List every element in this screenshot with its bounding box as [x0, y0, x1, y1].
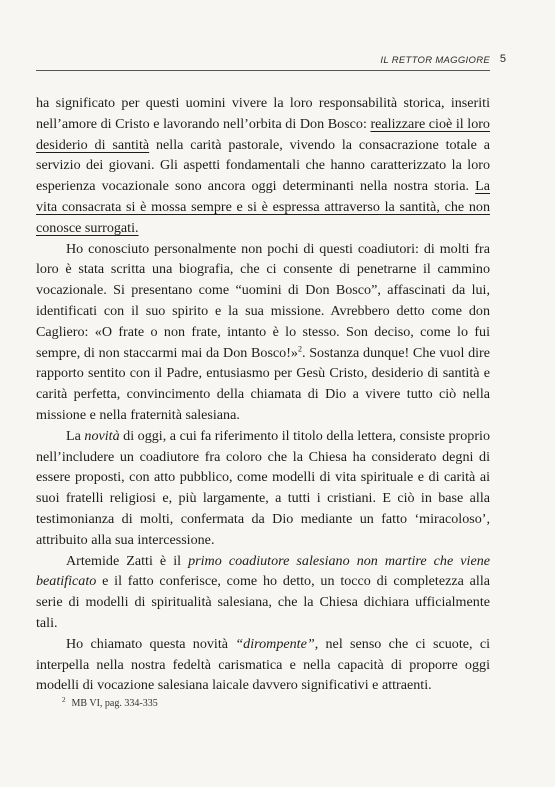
p3-text-b: di oggi, a cui fa riferimento il titolo della lettera, consiste proprio nell’includere un coadiutore fra coloro che la Chiesa ha considerato degni di essere proposti, con atto pubblico, come modelli di vita spirituale e di carità ai suoi fratelli religiosi e, più largamente, a tutti i cristiani. E ciò in base alla testimonianza di molti, confermata da Dio mediante un fatto ‘miracoloso’, attribuito alla sua intercessione.: [36, 427, 490, 548]
p5-text-b: , nel senso che ci scuote, ci interpella nella nostra fedeltà carismatica e nella capacità di proporre oggi modelli di vocazione salesiana laicale davvero significativi e attraenti.: [36, 635, 490, 694]
p5-text-a: Ho chiamato questa novità: [66, 635, 236, 652]
footnote: [62, 695, 158, 709]
paragraph-5: [36, 634, 490, 696]
paragraph-4: [36, 551, 490, 634]
running-header: [36, 53, 506, 71]
footnote-reference: 2: [297, 343, 302, 353]
p4-text-a: Artemide Zatti è il: [66, 552, 189, 569]
p4-text-b: e il fatto conferisce, come ho detto, un tocco di completezza alla serie di modelli di spiritualità salesiana, che la Chiesa dichiara ufficialmente tali.: [36, 573, 490, 631]
paragraph-3: [36, 426, 490, 551]
running-head-title: IL RETTOR MAGGIORE: [380, 55, 490, 66]
p1-underlined-2: La vita consacrata si è mossa sempre e si è espressa attraverso la santità, che non conosce surrogati.: [36, 178, 490, 236]
paragraph-1: [36, 93, 490, 239]
footnote-text: MB VI, pag. 334-335: [71, 698, 158, 709]
paragraph-2: [36, 239, 490, 426]
page-number: 5: [499, 53, 506, 65]
p5-italic: “dirompente”: [235, 635, 315, 652]
footnote-number: 2: [62, 695, 66, 704]
p1-underlined-1: realizzare cioè il loro desiderio di santità: [36, 115, 490, 153]
p1-text-b: nella carità pastorale, vivendo la consacrazione totale a servizio dei giovani. Gli aspetti fondamentali che hanno caratterizzato la loro esperienza vocazionale sono ancora oggi determinanti nella nostra storia.: [36, 136, 490, 195]
p2-text-a: Ho conosciuto personalmente non pochi di questi coadiutori: di molti fra loro è stata scritta una biografia, che ci consente di penetrarne il cammino vocazionale. Si presentano come “uomini di Don Bosco”, affascinati da lui, identificati con il suo spirito e la sua missione. Avrebbero detto come don Cagliero: «O frate o non frate, intanto è lo stesso. Son deciso, come lo fui sempre, di non staccarmi mai da Don Bosco!»: [36, 240, 490, 361]
body-text: [36, 93, 490, 696]
p1-text-a: ha significato per questi uomini vivere la loro responsabilità storica, inseriti nell’amore di Cristo e lavorando nell’orbita di Don Bosco:: [36, 95, 490, 132]
p3-italic: novità: [84, 427, 120, 444]
p4-italic: primo coadiutore salesiano non martire che viene beatificato: [36, 552, 491, 590]
p3-text-a: La: [66, 427, 85, 444]
p2-text-b: . Sostanza dunque! Che vuol dire rapporto sentito con il Padre, entusiasmo per Gesù Cristo, desiderio di santità e carità perfetta, convincimento della chiamata di Dio a vivere tutto ciò nella missione e nella fraternità salesiana.: [36, 344, 491, 423]
